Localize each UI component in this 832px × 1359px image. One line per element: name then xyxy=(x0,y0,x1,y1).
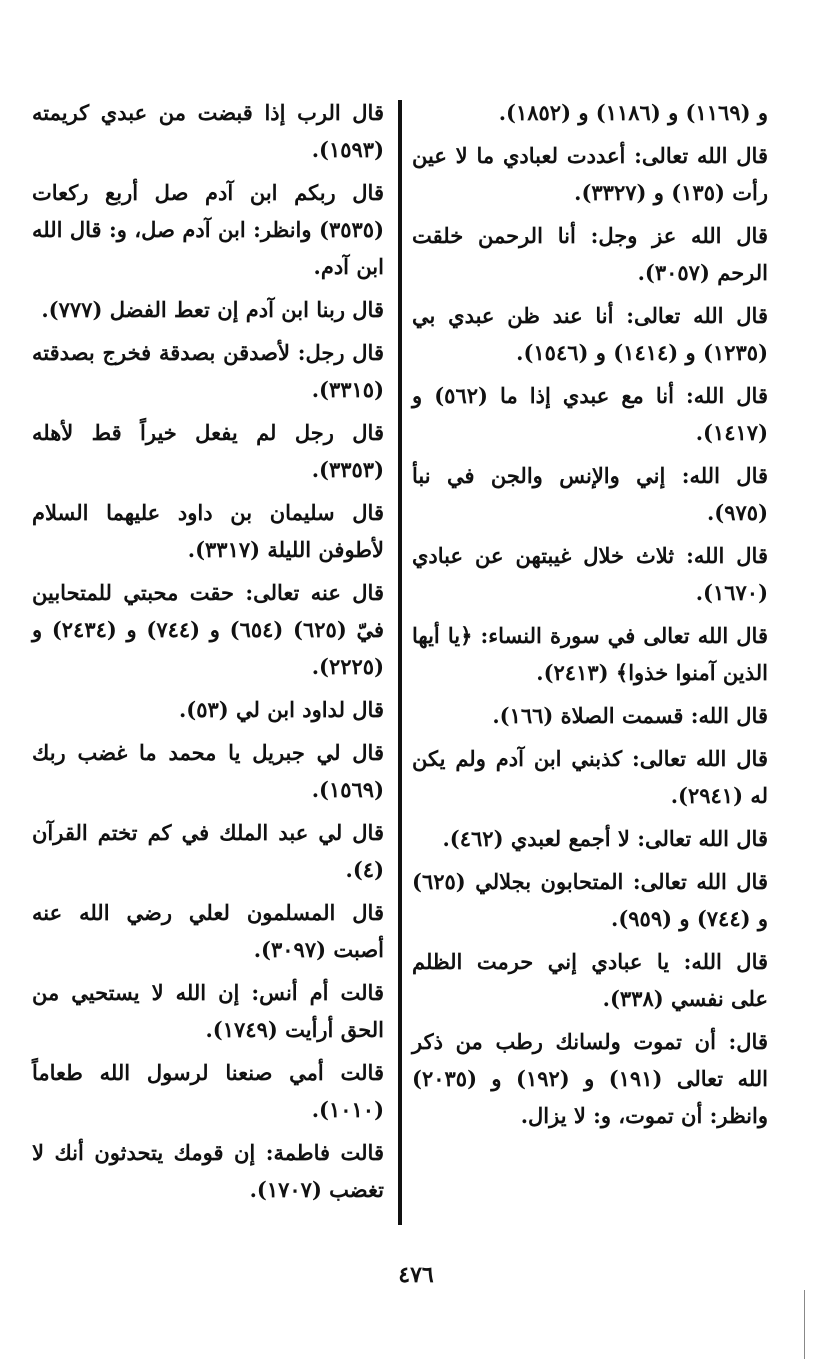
index-entry: قال الله تعالى: لا أجمع لعبدي (٤٦٢). xyxy=(442,826,768,851)
index-entry: قال الله تعالى: أعددت لعبادي ما لا عين رأت (١٣٥) و (٣٣٢٧). xyxy=(412,143,768,205)
index-entry: قال الله عز وجل: أنا الرحمن خلقت الرحم (٣٠٥٧). xyxy=(412,223,768,285)
index-entry: قال عنه تعالى: حقت محبتي للمتحابين فيّ (٦٢٥) (٦٥٤) و (٧٤٤) و (٢٤٣٤) و (٢٢٢٥). xyxy=(32,580,385,679)
index-entry: قال ربكم ابن آدم صل أربع ركعات (٣٥٣٥) وانظر: ابن آدم صل، و: قال الله ابن آدم. xyxy=(32,180,384,279)
index-entry: قالت فاطمة: إن قومك يتحدثون أنك لا تغضب (١٧٠٧). xyxy=(32,1140,384,1202)
index-entry: قالت أمي صنعنا لرسول الله طعاماً (١٠١٠). xyxy=(32,1060,384,1122)
page-number: ٤٧٦ xyxy=(398,1262,434,1288)
index-entry: قال الله: ثلاث خلال غيبتهن عن عبادي (١٦٧٠). xyxy=(412,543,768,605)
index-entry: قال الرب إذا قبضت من عبدي كريمته (١٥٩٣). xyxy=(32,100,384,162)
index-entry: قالت أم أنس: إن الله لا يستحيي من الحق أرأيت (١٧٤٩). xyxy=(32,980,384,1042)
column-divider xyxy=(398,100,402,1225)
index-column-right xyxy=(412,94,768,1140)
index-entry: قال لداود ابن لي (٥٣). xyxy=(178,697,384,722)
index-entry: قال الله: إني والإنس والجن في نبأ (٩٧٥). xyxy=(412,463,768,525)
index-entry: قال رجل لم يفعل خيراً قط لأهله (٣٣٥٣). xyxy=(32,420,384,482)
scan-edge-line xyxy=(804,1290,805,1359)
index-entry: قال الله تعالى: كذبني ابن آدم ولم يكن له (٢٩٤١). xyxy=(412,746,768,808)
index-entry: قال لي جبريل يا محمد ما غضب ربك (١٥٦٩). xyxy=(32,740,384,802)
index-entry: قال الله: يا عبادي إني حرمت الظلم على نفسي (٣٣٨). xyxy=(412,949,768,1011)
index-entry: قال الله: أنا مع عبدي إذا ما (٥٦٢) و (١٤١٧). xyxy=(412,383,768,445)
index-entry: قال ربنا ابن آدم إن تعط الفضل (٧٧٧). xyxy=(41,297,384,322)
index-entry: قال المسلمون لعلي رضي الله عنه أصبت (٣٠٩٧). xyxy=(32,900,384,962)
index-entry: قال الله تعالى: أنا عند ظن عبدي بي (١٢٣٥) و (١٤١٤) و (١٥٤٦). xyxy=(412,303,768,365)
index-column-left xyxy=(32,94,384,1214)
index-entry: قال الله: قسمت الصلاة (١٦٦). xyxy=(492,703,768,728)
index-entry: قال رجل: لأصدقن بصدقة فخرج بصدقته (٣٣١٥). xyxy=(32,340,384,402)
index-entry: و (١١٦٩) و (١١٨٦) و (١٨٥٢). xyxy=(498,100,768,125)
index-entry: قال سليمان بن داود عليهما السلام لأطوفن الليلة (٣٣١٧). xyxy=(32,500,384,562)
index-entry: قال الله تعالى: المتحابون بجلالي (٦٢٥) و (٧٤٤) و (٩٥٩). xyxy=(412,869,768,931)
index-entry: قال لي عبد الملك في كم تختم القرآن (٤). xyxy=(32,820,384,882)
index-entry: قال: أن تموت ولسانك رطب من ذكر الله تعالى (١٩١) و (١٩٢) و (٢٠٣٥) وانظر: أن تموت، و: لا يزال. xyxy=(412,1029,769,1128)
index-entry: قال الله تعالى في سورة النساء: ﴿يا أيها الذين آمنوا خذوا﴾ (٢٤١٣). xyxy=(412,623,768,685)
